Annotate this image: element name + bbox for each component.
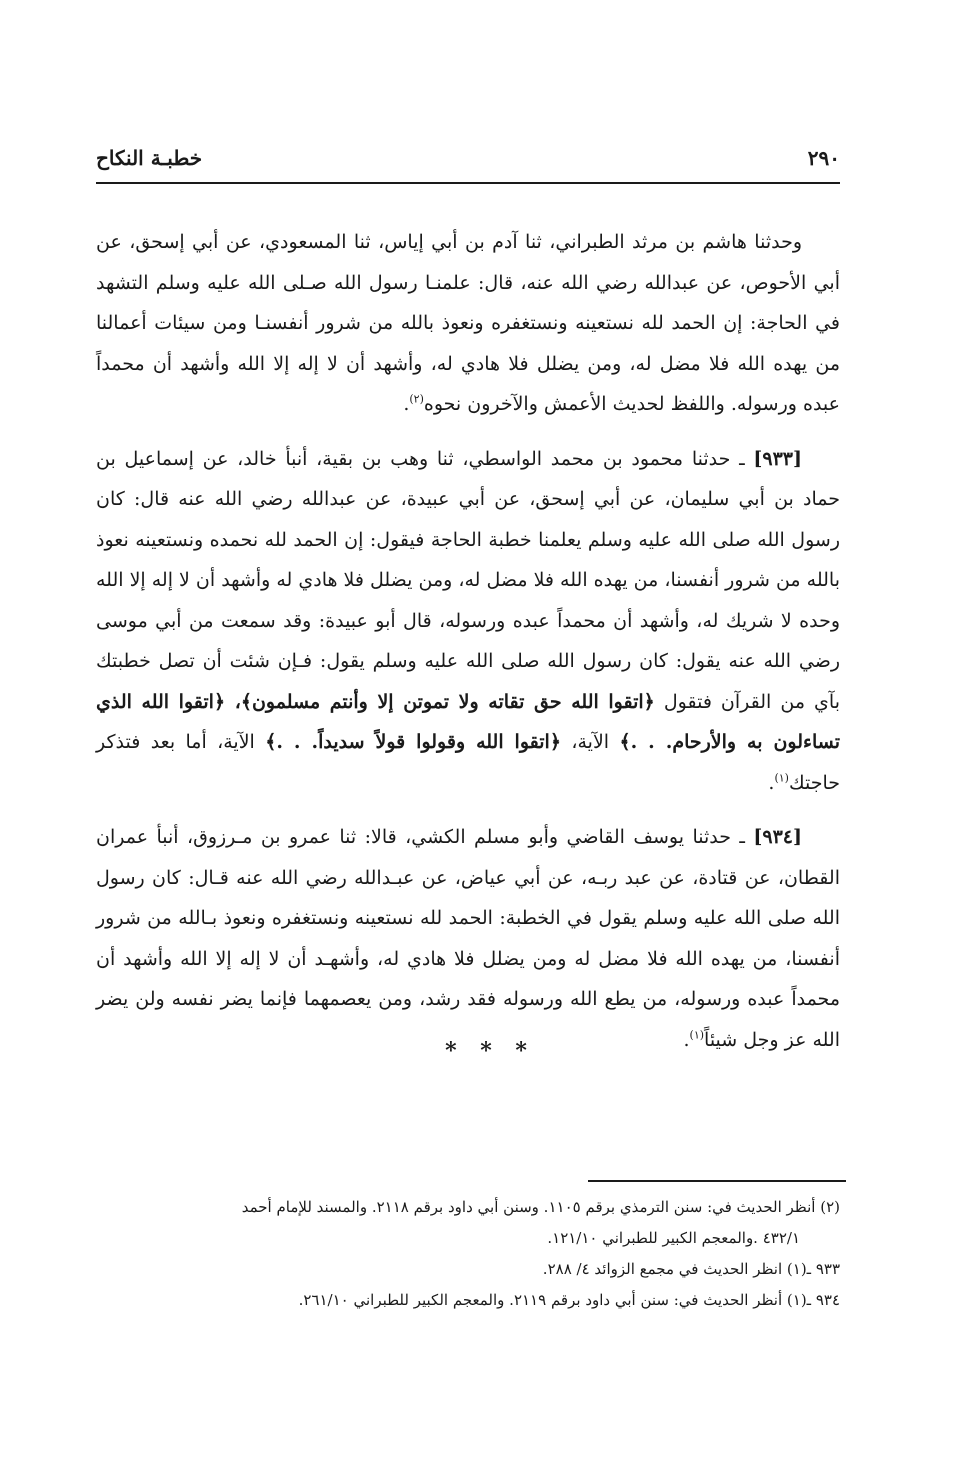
paragraph-text: الآية، xyxy=(560,731,620,753)
footnote-line: ٩٣٣ ـ(١) انظر الحديث في مجمع الزوائد ٤/ ٢٨٨. xyxy=(542,1260,840,1278)
paragraph-end: . xyxy=(403,393,410,415)
paragraph-end: . xyxy=(768,771,775,794)
hadith-number: [٩٣٤] xyxy=(753,826,802,848)
footnote-ref: (١) xyxy=(689,1028,705,1042)
hadith-934 xyxy=(96,817,840,1060)
paragraph-text: ـ حدثنا محمود بن محمد الواسطي، ثنا وهب بن بقية، أنبأ خالد، عن إسماعيل بن حماد بن أبي سليمان، عن أبي إسحق، عن أبي عبيدة، عن عبدالله رضي الله عنه قال: كان رسول الله صلى الله عليه وسلم يعلمنا خطبة الحاجة فيقول: إن الحمد لله نحمده ونستعينه نعوذ بالله من شرور أنفسنا، من يهده الله فلا مضل له، ومن يضلل فلا هادي له وأشهد أن لا إله إلا الله وحده لا شريك له، وأشهد أن محمداً عبده ورسوله، قال أبو عبيدة: وقد سمعت من أبي موسى رضي الله عنه يقول: كان رسول الله صلى الله عليه وسلم يقول: فـإن شئت أن تصل خطبتك بآي من القرآن فتقول xyxy=(96,447,840,713)
paragraph-end: . xyxy=(683,1028,690,1051)
header-rule xyxy=(96,182,840,184)
quran-quote: ﴿اتقوا الله حق تقاته ولا تموتن إلا وأنتم مسلمون﴾، ﴿اتقوا الله الذي تساءلون به والأرحام. . .﴾ xyxy=(96,690,840,753)
footnote-ref: (٢) xyxy=(409,392,424,406)
paragraph-text: الآية، أما بعد فتذكر حاجتك xyxy=(96,731,840,794)
footnote-line: (٢) أنظر الحديث في: سنن الترمذي برقم ١١٠٥. وسنن أبي داود برقم ٢١١٨. والمسند للإمام أحمد xyxy=(241,1198,840,1216)
quran-quote: ﴿اتقوا الله وقولوا قولاً سديداً. . .﴾ xyxy=(265,731,561,753)
footnote-rule xyxy=(588,1180,846,1182)
main-text xyxy=(96,222,840,1074)
running-title: خطبـة النكاح xyxy=(96,146,203,170)
page-header xyxy=(96,146,840,180)
section-separator: * * * xyxy=(445,1038,535,1064)
paragraph-intro xyxy=(96,222,840,425)
footnote-ref: (١) xyxy=(774,771,789,785)
page-number: ٢٩٠ xyxy=(807,146,840,170)
paragraph-text: وحدثنا هاشم بن مرثد الطبراني، ثنا آدم بن أبي إياس، ثنا المسعودي، عن أبي إسحق، عن أبي الأحوص، عن عبدالله رضي الله عنه، قال: علمنـا رسول الله صـلى الله عليه وسلم التشهد في الحاجة: إن الحمد لله نستعينه ونستغفره ونعوذ بالله من شرور أنفسنـا ومن سيئات أعمالنا من يهده الله فلا مضل له، ومن يضلل فلا هادي له، وأشهد أن لا إله إلا الله وأشهد أن محمداً عبده ورسوله. واللفظ لحديث الأعمش والآخرون نحوه xyxy=(96,231,840,415)
hadith-number: [٩٣٣] xyxy=(753,447,802,470)
footnotes xyxy=(96,1192,840,1316)
hadith-933 xyxy=(96,439,840,804)
footnote-line: ٩٣٤ ـ(١) أنظر الحديث في: سنن أبي داود برقم ٢١١٩. والمعجم الكبير للطبراني ٢٦١/١٠. xyxy=(298,1291,840,1309)
paragraph-text: ـ حدثنا يوسف القاضي وأبو مسلم الكشي، قالا: ثنا عمرو بن مـرزوق، أنبأ عمران القطان، عن قتادة، عن عبد ربـه، عن أبي عياض، عن عبـدالله رضي الله عنه قـال: كان رسول الله صلى الله عليه وسلم يقول في الخطبة: الحمد لله نستعينه ونستغفره ونعوذ بـالله من شرور أنفسنا، من يهده الله فلا مضل له ومن يضلل فلا هادي له، وأشهـد أن لا إله إلا الله وأشهد أن محمداً عبده ورسوله، من يطع الله ورسوله فقد رشد، ومن يعصمهما فإنما يضر نفسه ولن يضر الله عز وجل شيئاً xyxy=(96,826,841,1051)
footnote-line: ٤٣٢/١ .والمعجم الكبير للطبراني ١٢١/١٠. xyxy=(547,1229,800,1247)
